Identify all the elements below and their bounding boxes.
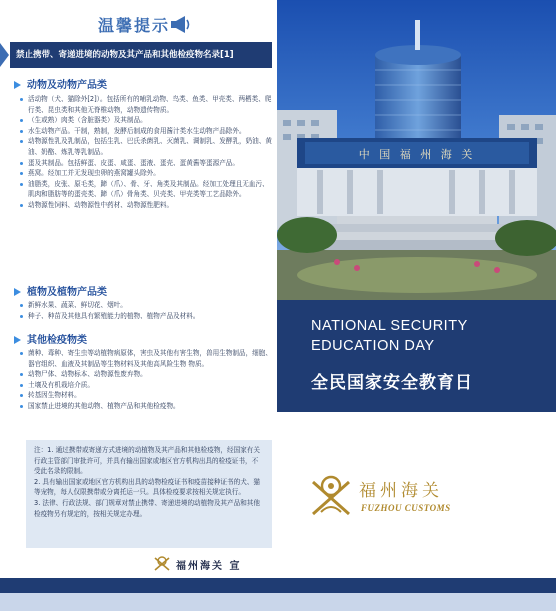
banner-title: 禁止携带、寄递进境的动物及其产品和其他检疫物名录[1] xyxy=(10,42,272,68)
building-sign: 中 国 福 州 海 关 xyxy=(358,148,476,161)
other-items-list xyxy=(20,348,272,412)
english-title-line2: EDUCATION DAY xyxy=(311,338,435,354)
list-item: 动物源性乳及乳制品，包括生乳、巴氏杀菌乳、灭菌乳、调制乳、发酵乳，奶油、黄油、奶酪、炼乳等乳制品。 xyxy=(20,136,272,157)
customs-building-photo xyxy=(277,0,556,300)
section-heading-other xyxy=(14,331,87,346)
list-item: （生或熟）肉类（含脏器类）及其制品。 xyxy=(20,115,272,126)
english-title xyxy=(311,316,551,356)
list-item: 菌种、毒种、寄生虫等动植物病原体，害虫及其他有害生物，兽用生物制品，细胞、器官组织、血液及其制品等生物材料及其他高风险生物 物质。 xyxy=(20,348,272,369)
customs-name-en: FUZHOU CUSTOMS xyxy=(361,503,451,513)
customs-logo-area xyxy=(277,412,556,572)
triangle-bullet-icon xyxy=(14,288,21,296)
notes-box xyxy=(26,440,272,548)
notice-header xyxy=(0,10,275,40)
customs-emblem-icon xyxy=(307,472,355,518)
english-title-line1: NATIONAL SECURITY xyxy=(311,318,468,334)
notice-column xyxy=(0,0,275,611)
section-heading-animal xyxy=(14,76,107,91)
section-heading-label: 植物及植物产品类 xyxy=(27,287,107,298)
poster-column xyxy=(277,0,556,611)
list-item: 水生动物产品。干制，熟制，发酵后制成的食用酱汁类水生动物产品除外。 xyxy=(20,126,272,137)
list-item: 新鲜水果、蔬菜、鲜切花、烟叶。 xyxy=(20,300,272,311)
list-item: 燕窝。经加工并无发现虫卵的燕窝罐头除外。 xyxy=(20,168,272,179)
plant-items-list xyxy=(20,300,272,321)
triangle-bullet-icon xyxy=(14,336,21,344)
footer-signature xyxy=(152,555,272,573)
notice-title: 温馨提示 xyxy=(98,16,171,35)
banner-arrow xyxy=(0,43,9,67)
list-item: 蛋及其制品。包括鲜蛋、皮蛋、咸蛋、蛋液、蛋壳、蛋黄酱等蛋源产品。 xyxy=(20,158,272,169)
list-item: 动物尸体、动物标本、动物源性废弃物。 xyxy=(20,369,272,380)
section-heading-label: 其他检疫物类 xyxy=(27,335,87,346)
bottom-stripe-dark xyxy=(0,578,556,593)
event-title-panel xyxy=(277,300,556,412)
section-heading-plant xyxy=(14,283,107,298)
megaphone-icon xyxy=(170,14,192,34)
customs-name-cn: 福州海关 xyxy=(359,481,443,501)
note-item: 2. 具有输出国家或地区官方机构出具的动物检疫证书和疫苗接种证书的犬、猫等宠物，每人仅限携带或分离托运一只。具体检疫要求按相关规定执行。 xyxy=(34,477,260,497)
list-item: 动物源性饲料、动物源性中药材、动物源性肥料。 xyxy=(20,200,272,211)
list-item: 活动物（犬、猫除外[2]）。包括所有的哺乳动物、鸟类、鱼类、甲壳类、两栖类、爬行类、昆虫类和其他无脊椎动物，动物遗传物质。 xyxy=(20,94,272,115)
list-item: 转基因生物材料。 xyxy=(20,390,272,401)
note-item: 注：1. 通过携带或寄递方式进境的动植物及其产品和其他检疫物，经国家有关行政主管部门审批许可，并具有输出国家或地区官方机构出具的检疫证书，不受此名录的限制。 xyxy=(34,446,260,476)
list-item: 种子、种苗及其他具有繁殖能力的植物、植物产品及材料。 xyxy=(20,311,272,322)
customs-emblem-icon xyxy=(152,555,172,572)
list-item: 土壤及有机栽培介质。 xyxy=(20,380,272,391)
chinese-title: 全民国家安全教育日 xyxy=(311,373,473,393)
list-item: 国家禁止进境的其他动物、植物产品和其他检疫物。 xyxy=(20,401,272,412)
animal-items-list xyxy=(20,94,272,211)
note-item: 3. 法律、行政法规、部门规章对禁止携带、寄递进境的动植物及其产品和其他检疫物另有规定的，按相关规定办理。 xyxy=(34,498,260,518)
footer-label: 福州海关 宣 xyxy=(176,561,242,572)
list-item: 油脂类，皮张、原毛类，蹄（爪）、骨、牙、角类及其制品。经加工处理且无血污、肌肉和脂肪等的蛋壳类、蹄（爪）骨角类、贝壳类、甲壳类等工艺品除外。 xyxy=(20,179,272,200)
bottom-stripe-light xyxy=(0,593,556,611)
triangle-bullet-icon xyxy=(14,81,21,89)
section-heading-label: 动物及动物产品类 xyxy=(27,80,107,91)
